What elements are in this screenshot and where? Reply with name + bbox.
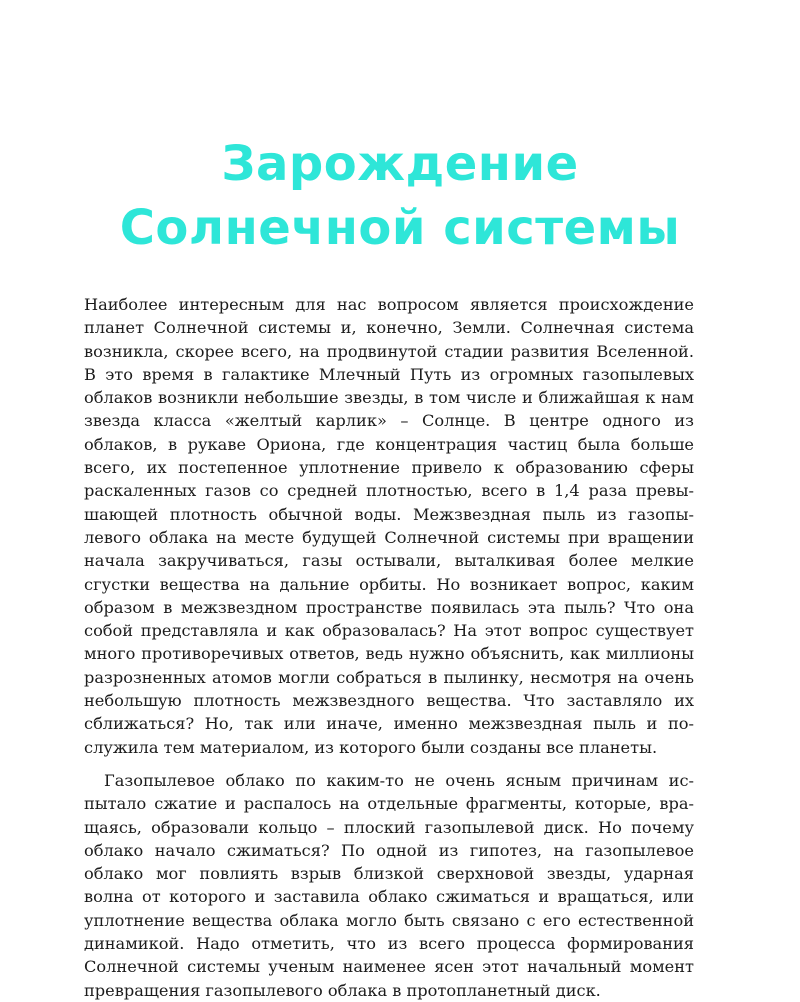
paragraph-2: Газопылевое облако по каким-то не очень ясным причинам испытало сжатие и распалось на отдельные фрагменты, которые, вращаясь, образовали кольцо – плоский газопылевой диск. Но почему облако начало сжиматься? По одной из гипотез, на газопылевое облако мог повлиять взрыв близкой сверхновой звезды, ударная волна от которого и заставила облако сжиматься и вращаться, или уплотнение вещества облака могло быть связано с его естественной динамикой. Надо отметить, что из всего процесса формирования Солнечной системы ученым наименее ясен этот начальный момент превращения газопылевого облака в протопланетный диск. <box>84 770 694 1000</box>
title-line-1: Зарождение <box>221 136 579 193</box>
title-line-2: Солнечной системы <box>119 200 681 257</box>
body-text <box>84 293 694 1002</box>
page-title <box>0 132 800 260</box>
paragraph-1: Наиболее интересным для нас вопросом является происхождение планет Солнечной системы и, конечно, Земли. Солнечная система возникла, скорее всего, на продвинутой стадии развития Вселенной. В это время в галактике Млечный Путь из огромных газопылевых облаков возникли небольшие звезды, в том числе и ближайшая к нам звезда класса «желтый карлик» – Солнце. В центре одного из облаков, в рукаве Ориона, где концентрация частиц была больше всего, их постепенное уплотнение привело к образованию сферы раскаленных газов со средней плотностью, всего в 1,4 раза превышающей плотность обычной воды. Межзвездная пыль из газопылевого облака на месте будущей Солнечной системы при вращении начала закручиваться, газы остывали, выталкивая более мелкие сгустки вещества на дальние орбиты. Но возникает вопрос, каким образом в межзвездном пространстве появилась эта пыль? Что она собой представляла и как образовалась? На этот вопрос существует много противоречивых ответов, ведь нужно объяснить, как миллионы разрозненных атомов могли собраться в пылинку, несмотря на очень небольшую плотность межзвездного вещества. Что заставляло их сближаться? Но, так или иначе, именно межзвездная пыль и послужила тем материалом, из которого были созданы все планеты. <box>84 295 694 757</box>
